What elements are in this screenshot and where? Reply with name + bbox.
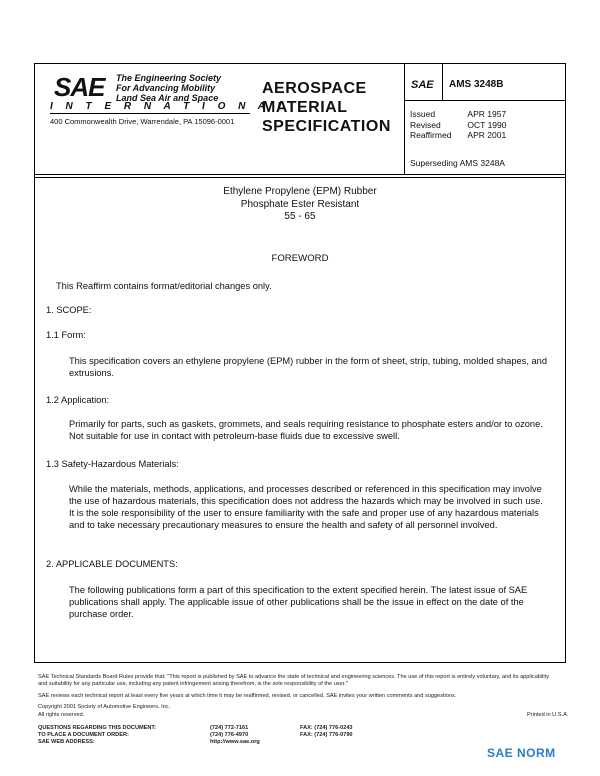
header-divider: [442, 63, 443, 100]
section-text: While the materials, methods, applications, and processes described or referenced in this specification may involve the use of hazardous materials, this specification does not address the hazards which may be involved in such use. It is the sole responsibility of the user to ensure familiarity with the safe and proper use of any hazardous materials and to take necessary precautionary measures to ensure the health and safety of all personnel involved.: [69, 484, 543, 530]
footer-contact-fax: FAX: (724) 776-0790: [300, 732, 353, 738]
org-international: I N T E R N A T I O N A L: [50, 101, 289, 112]
footer-review-note: SAE reviews each technical report at least every five years at which time it may be reaffirmed, revised, or cancelled. SAE invites your written comments and suggestions.: [38, 693, 457, 699]
page-border: [565, 63, 566, 663]
section-heading: 1.2 Application:: [46, 395, 110, 405]
document-dates: Issued APR 1957 Revised OCT 1990 Reaffirmed APR 2001: [410, 109, 507, 140]
document-subject: Ethylene Propylene (EPM) Rubber Phosphate Ester Resistant 55 - 65: [223, 186, 377, 222]
page-border: [34, 63, 35, 663]
document-number: AMS 3248B: [449, 79, 504, 90]
section-text: The following publications form a part of this specification to the extent specified herein. The latest issue of SAE publications shall apply. The applicable issue of other publications shall be the issue in effect on the date of the purchase order.: [69, 585, 528, 619]
footer-contact-label: TO PLACE A DOCUMENT ORDER:: [38, 732, 129, 738]
footer-contact-phone: (724) 776-4970: [210, 732, 249, 738]
section-text: This specification covers an ethylene propylene (EPM) rubber in the form of sheet, strip, tubing, molded shapes, and extrusions.: [69, 356, 548, 378]
section-heading: 1. SCOPE:: [46, 305, 92, 315]
logo-rule: [50, 113, 250, 114]
sae-small-logo: SAE: [411, 79, 434, 91]
header-divider: [404, 100, 566, 101]
page-border: [34, 662, 566, 663]
footer-rights: All rights reserved.: [38, 712, 85, 718]
footer-web-address[interactable]: http://www.sae.org: [210, 739, 260, 745]
header-divider: [404, 63, 405, 175]
section-heading: 1.1 Form:: [46, 330, 86, 340]
foreword-text: This Reaffirm contains format/editorial changes only.: [56, 281, 272, 291]
footer-contact-label: SAE WEB ADDRESS:: [38, 739, 95, 745]
section-heading: 1.3 Safety-Hazardous Materials:: [46, 459, 179, 469]
footer-contact-fax: FAX: (724) 776-0243: [300, 725, 353, 731]
supersedes-note: Superseding AMS 3248A: [410, 158, 505, 168]
foreword-heading: FOREWORD: [271, 253, 329, 264]
footer-contact-phone: (724) 772-7161: [210, 725, 249, 731]
sae-logo: SAE: [54, 72, 105, 102]
document-type-title: AEROSPACE MATERIAL SPECIFICATION: [262, 80, 391, 135]
footer-disclaimer: SAE Technical Standards Board Rules provide that: "This report is published by SAE to advance the state of technical and engineering sciences. The use of this report is entirely voluntary, and its applicability and suitability for any particular use, including any patent infringement arising therefrom, is the sole responsibility of the user.": [38, 674, 549, 687]
footer-contact-label: QUESTIONS REGARDING THIS DOCUMENT:: [38, 725, 157, 731]
sae-norm-logo: SAE NORM: [487, 746, 556, 760]
section-heading: 2. APPLICABLE DOCUMENTS:: [46, 559, 178, 569]
footer-copyright: Copyright 2001 Society of Automotive Engineers, Inc.: [38, 704, 171, 710]
header-divider: [34, 177, 566, 178]
footer-printed: Printed in U.S.A.: [527, 712, 569, 718]
section-text: Primarily for parts, such as gaskets, grommets, and seals requiring resistance to phosphate esters and/or to ozone. Not suitable for use in contact with petroleum-base fluids due to excessive swell.: [69, 419, 543, 441]
org-tagline: The Engineering Society For Advancing Mobility Land Sea Air and Space: [116, 73, 222, 103]
org-address: 400 Commonwealth Drive, Warrendale, PA 15096-0001: [50, 117, 235, 126]
